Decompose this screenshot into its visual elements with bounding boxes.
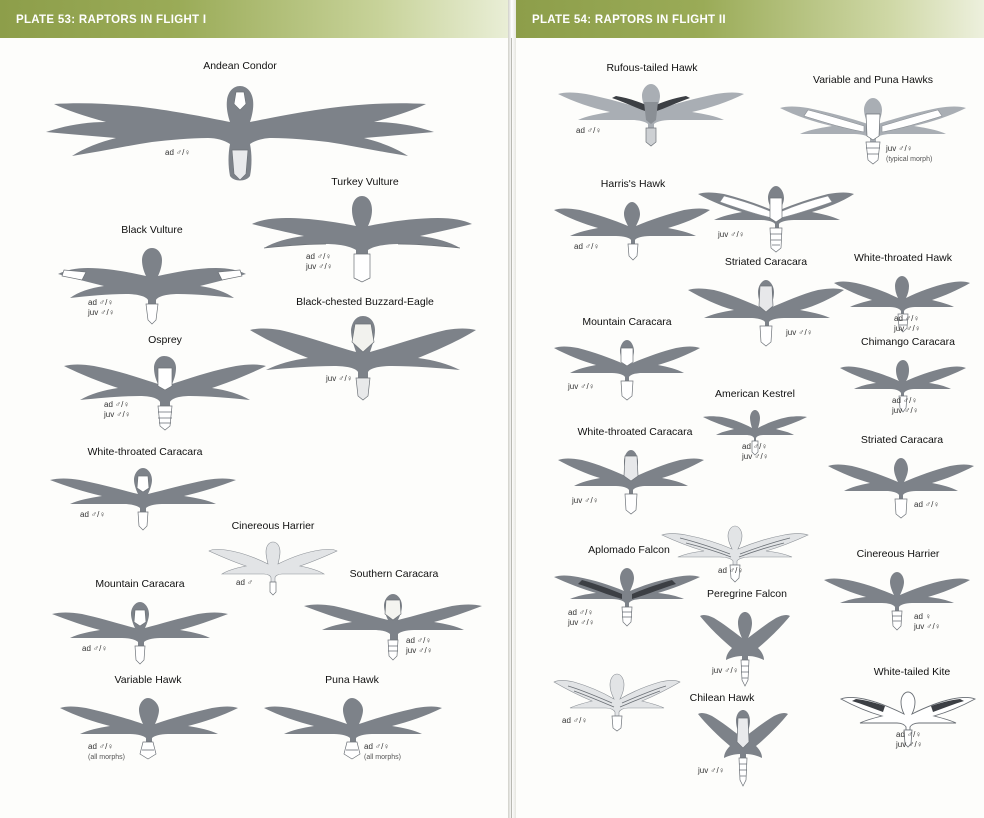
figure-white-throated-caracara-right bbox=[556, 426, 706, 518]
annotation-variable-and-puna-hawks: juv ♂/♀ (typical morph) bbox=[886, 144, 933, 163]
label-white-throated-hawk: White-throated Hawk bbox=[853, 252, 953, 264]
label-white-throated-caracara-right: White-throated Caracara bbox=[577, 426, 693, 438]
plate-title-right: PLATE 54: RAPTORS IN FLIGHT II bbox=[532, 14, 726, 26]
figure-striated-caracara-ad bbox=[826, 434, 976, 522]
figure-white-throated-hawk bbox=[832, 252, 972, 336]
annotation-variable-hawk-sub: (all morphs) bbox=[88, 754, 125, 761]
label-rufous-tailed-hawk: Rufous-tailed Hawk bbox=[606, 62, 698, 74]
annotation-andean-condor: ad ♂/♀ bbox=[165, 148, 191, 157]
label-turkey-vulture: Turkey Vulture bbox=[331, 176, 399, 188]
annotation-cinereous-harrier-right: ad ♀ juv ♂/♀ bbox=[914, 612, 941, 631]
annotation-american-kestrel: ad ♂/♀ juv ♂/♀ bbox=[742, 442, 769, 461]
figure-mountain-caracara-left bbox=[50, 578, 230, 666]
label-peregrine-falcon: Peregrine Falcon bbox=[707, 588, 787, 600]
label-variable-hawk: Variable Hawk bbox=[114, 674, 182, 686]
label-aplomado-falcon: Aplomado Falcon bbox=[588, 544, 670, 556]
label-mountain-caracara-right: Mountain Caracara bbox=[582, 316, 672, 328]
annotation-turkey-vulture: ad ♂/♀ juv ♂/♀ bbox=[306, 252, 333, 271]
figure-osprey bbox=[60, 334, 270, 432]
annotation-puna-hawk-sub: (all morphs) bbox=[364, 754, 401, 761]
label-american-kestrel: American Kestrel bbox=[715, 388, 795, 400]
annotation-striated-caracara-ad: ad ♂/♀ bbox=[914, 500, 940, 509]
label-striated-caracara-ad: Striated Caracara bbox=[860, 434, 944, 446]
annotation-mountain-caracara-right: juv ♂/♀ bbox=[568, 382, 595, 391]
figure-peregrine-falcon-soaring bbox=[660, 524, 810, 584]
label-osprey: Osprey bbox=[148, 334, 182, 346]
annotation-harriss-hawk: ad ♂/♀ bbox=[574, 242, 600, 251]
figure-cinereous-harrier-right bbox=[822, 548, 972, 632]
label-chilean-hawk: Chilean Hawk bbox=[689, 692, 755, 704]
annotation-puna-hawk: ad ♂/♀ (all morphs) bbox=[364, 742, 401, 761]
annotation-chilean-hawk-juv: juv ♂/♀ bbox=[698, 766, 725, 775]
annotation-white-throated-caracara-left: ad ♂/♀ bbox=[80, 510, 106, 519]
annotation-aplomado-falcon: ad ♂/♀ juv ♂/♀ bbox=[568, 608, 595, 627]
figure-variable-hawk bbox=[58, 674, 238, 762]
annotation-mountain-caracara-left: ad ♂/♀ bbox=[82, 644, 108, 653]
figure-striated-caracara-juv bbox=[686, 256, 846, 350]
annotation-chilean-hawk-ad: ad ♂/♀ bbox=[562, 716, 588, 725]
label-variable-and-puna-hawks: Variable and Puna Hawks bbox=[812, 74, 934, 86]
figure-chilean-hawk-ad bbox=[552, 672, 755, 732]
figure-mountain-caracara-right bbox=[552, 316, 702, 404]
figure-black-chested-buzzard-eagle bbox=[248, 296, 478, 402]
annotation-rufous-tailed-hawk: ad ♂/♀ bbox=[576, 126, 602, 135]
figure-harriss-hawk bbox=[552, 178, 712, 262]
annotation-variable-hawk: ad ♂/♀ (all morphs) bbox=[88, 742, 125, 761]
figure-southern-caracara bbox=[300, 568, 485, 662]
annotation-black-chested-buzzard-eagle: juv ♂/♀ bbox=[326, 374, 353, 383]
label-striated-caracara-juv: Striated Caracara bbox=[724, 256, 808, 268]
figure-white-tailed-kite bbox=[838, 666, 978, 750]
label-cinereous-harrier-right: Cinereous Harrier bbox=[856, 548, 940, 560]
annotation-striated-caracara-juv: juv ♂/♀ bbox=[786, 328, 813, 337]
figure-rufous-tailed-hawk bbox=[556, 62, 746, 150]
annotation-cinereous-harrier-left: ad ♂ bbox=[236, 578, 254, 587]
annotation-white-tailed-kite: ad ♂/♀ juv ♂/♀ bbox=[896, 730, 923, 749]
spine-line bbox=[511, 38, 512, 818]
annotation-southern-caracara: ad ♂/♀ juv ♂/♀ bbox=[406, 636, 433, 655]
label-black-chested-buzzard-eagle: Black-chested Buzzard-Eagle bbox=[296, 296, 434, 308]
figure-andean-condor bbox=[40, 60, 440, 188]
figure-black-vulture bbox=[52, 224, 252, 326]
book-gutter bbox=[508, 0, 516, 818]
label-black-vulture: Black Vulture bbox=[121, 224, 183, 236]
annotation-white-throated-caracara-right: juv ♂/♀ bbox=[572, 496, 599, 505]
annotation-peregrine-falcon: juv ♂/♀ bbox=[712, 666, 739, 675]
label-puna-hawk: Puna Hawk bbox=[325, 674, 379, 686]
figure-turkey-vulture bbox=[250, 176, 475, 282]
annotation-variable-and-puna-hawks-sub: (typical morph) bbox=[886, 156, 933, 163]
label-white-tailed-kite: White-tailed Kite bbox=[873, 666, 951, 678]
figure-harriss-hawk-juv bbox=[696, 184, 856, 256]
figure-puna-hawk bbox=[262, 674, 442, 762]
annotation-osprey: ad ♂/♀ juv ♂/♀ bbox=[104, 400, 131, 419]
annotation-black-vulture: ad ♂/♀ juv ♂/♀ bbox=[88, 298, 115, 317]
figure-chilean-hawk-juv bbox=[688, 708, 798, 788]
annotation-chimango-caracara: ad ♂/♀ juv ♂/♀ bbox=[892, 396, 919, 415]
annotation-white-throated-hawk: ad ♂/♀ juv ♂/♀ bbox=[894, 314, 921, 333]
annotation-peregrine-falcon-soaring: ad ♂/♀ bbox=[718, 566, 744, 575]
figure-peregrine-falcon bbox=[690, 588, 800, 690]
label-cinereous-harrier-left: Cinereous Harrier bbox=[231, 520, 315, 532]
figure-variable-and-puna-hawks bbox=[778, 74, 968, 168]
label-andean-condor: Andean Condor bbox=[203, 60, 277, 72]
plate-title-left: PLATE 53: RAPTORS IN FLIGHT I bbox=[16, 14, 207, 26]
label-chimango-caracara: Chimango Caracara bbox=[861, 336, 955, 348]
label-white-throated-caracara-left: White-throated Caracara bbox=[87, 446, 203, 458]
label-harriss-hawk: Harris's Hawk bbox=[600, 178, 666, 190]
label-southern-caracara: Southern Caracara bbox=[349, 568, 439, 580]
label-mountain-caracara-left: Mountain Caracara bbox=[95, 578, 185, 590]
annotation-harriss-hawk-juv: juv ♂/♀ bbox=[718, 230, 745, 239]
figure-chimango-caracara bbox=[838, 336, 968, 416]
